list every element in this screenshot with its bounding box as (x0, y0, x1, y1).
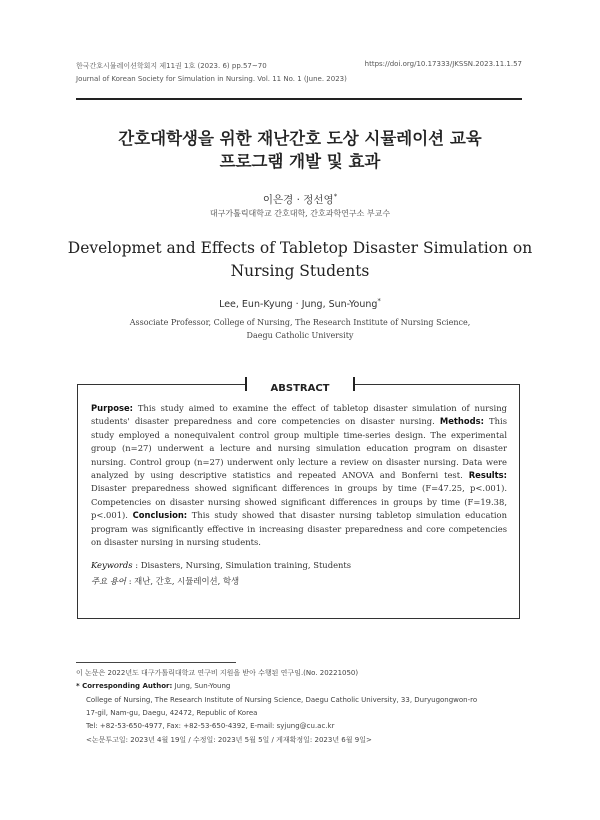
english-affiliation-line2: Daegu Catholic University (246, 331, 354, 340)
korean-affiliation: 대구가톨릭대학교 간호대학, 간호과학연구소 부교수 (209, 209, 391, 218)
keywords-ko (91, 575, 507, 587)
english-author-mark: * (377, 297, 381, 305)
english-authors-text: Lee, Eun-Kyung · Jung, Sun-Young (219, 299, 378, 311)
english-title-line1: Developmet and Effects of Tabletop Disaster Simulation on (67, 239, 533, 257)
abstract-label-wrap (245, 376, 355, 392)
korean-authors-text: 이은경 · 정선영 (262, 194, 334, 206)
korean-authors (0, 192, 600, 207)
funding-note: 이 논문은 2022년도 대구가톨릭대학교 연구비 지원을 받아 수행된 연구임.(No. 20221050) (76, 669, 359, 677)
corresponding-author (76, 682, 230, 690)
english-affiliation-line1: Associate Professor, College of Nursing, The Research Institute of Nursing Science, (129, 318, 471, 327)
korean-title-line2: 프로그램 개발 및 효과 (219, 152, 381, 171)
keywords-label: Keywords (91, 560, 133, 570)
keywords-ko-text: : 재난, 간호, 시뮬레이션, 학생 (126, 576, 240, 586)
korean-title (0, 127, 600, 173)
journal-en: Journal of Korean Society for Simulation in Nursing. Vol. 11 No. 1 (June. 2023) (76, 75, 347, 83)
results-label: Results: (468, 470, 507, 481)
korean-title-line1: 간호대학생을 위한 재난간호 도상 시뮬레이션 교육 (118, 129, 482, 148)
contact-line: Tel: +82-53-650-4977, Fax: +82-53-650-4392, E-mail: syjung@cu.ac.kr (86, 722, 335, 730)
running-header (76, 60, 347, 86)
english-title-line2: Nursing Students (230, 262, 370, 280)
english-affiliation (0, 316, 600, 342)
purpose-label: Purpose: (91, 403, 133, 413)
keywords-en (91, 560, 507, 570)
conclusion-label: Conclusion: (132, 510, 188, 521)
abstract-label: ABSTRACT (270, 383, 330, 394)
abstract-label-bar-left (245, 377, 247, 391)
header-rule (76, 98, 522, 100)
doi-link[interactable]: https://doi.org/10.17333/JKSSN.2023.11.1.57 (364, 60, 522, 68)
methods-label: Methods: (439, 416, 484, 427)
conclusion-text: This study showed that disaster nursing tabletop simulation education program was significantly effective in increasing disaster preparedness and core competencies on disaster nursing in nursing students. (91, 510, 507, 548)
footnote-rule (76, 662, 236, 663)
english-authors (0, 297, 600, 310)
keywords-text: : Disasters, Nursing, Simulation training, Students (132, 560, 352, 570)
submission-dates: <논문투고일: 2023년 4월 19일 / 수정일: 2023년 5월 5일 / 게재확정일: 2023년 6월 9일> (86, 736, 372, 744)
purpose-text: This study aimed to examine the effect of tabletop disaster simulation of nursing students' disaster preparedness and core competencies on disaster nursing. (91, 403, 507, 427)
keywords-ko-label: 주요 용어 (91, 576, 127, 586)
results-text: Disaster preparedness showed significant differences in groups by time (F=47.25, p<.001). Competencies on disaster nursing showed significant differences in groups by time (F=19.38, p<.001). (91, 483, 507, 521)
journal-ko: 한국간호시뮬레이션학회지 제11권 1호 (2023. 6) pp.57~70 (76, 62, 267, 70)
methods-text: This study employed a nonequivalent control group multiple time-series design. The experimental group (n=27) underwent a lecture and nursing simulation education program on disaster nursing. Control group (n=27) underwent only lecture a review on disaster nursing. Data were analyzed by using descriptive statistics and repeated ANOVA and Bonferni test. (91, 416, 507, 481)
address-line2: 17-gil, Nam-gu, Daegu, 42472, Republic of Korea (86, 709, 258, 717)
abstract-body (91, 402, 507, 549)
english-title (0, 237, 600, 283)
abstract-label-bar-right (353, 377, 355, 391)
korean-author-mark: * (333, 192, 338, 201)
corresponding-name: Jung, Sun-Young (172, 682, 231, 690)
address-line1: College of Nursing, The Research Institute of Nursing Science, Daegu Catholic University, 33, Duryugongwon-ro (86, 696, 478, 704)
corresponding-label: * Corresponding Author: (76, 682, 173, 690)
